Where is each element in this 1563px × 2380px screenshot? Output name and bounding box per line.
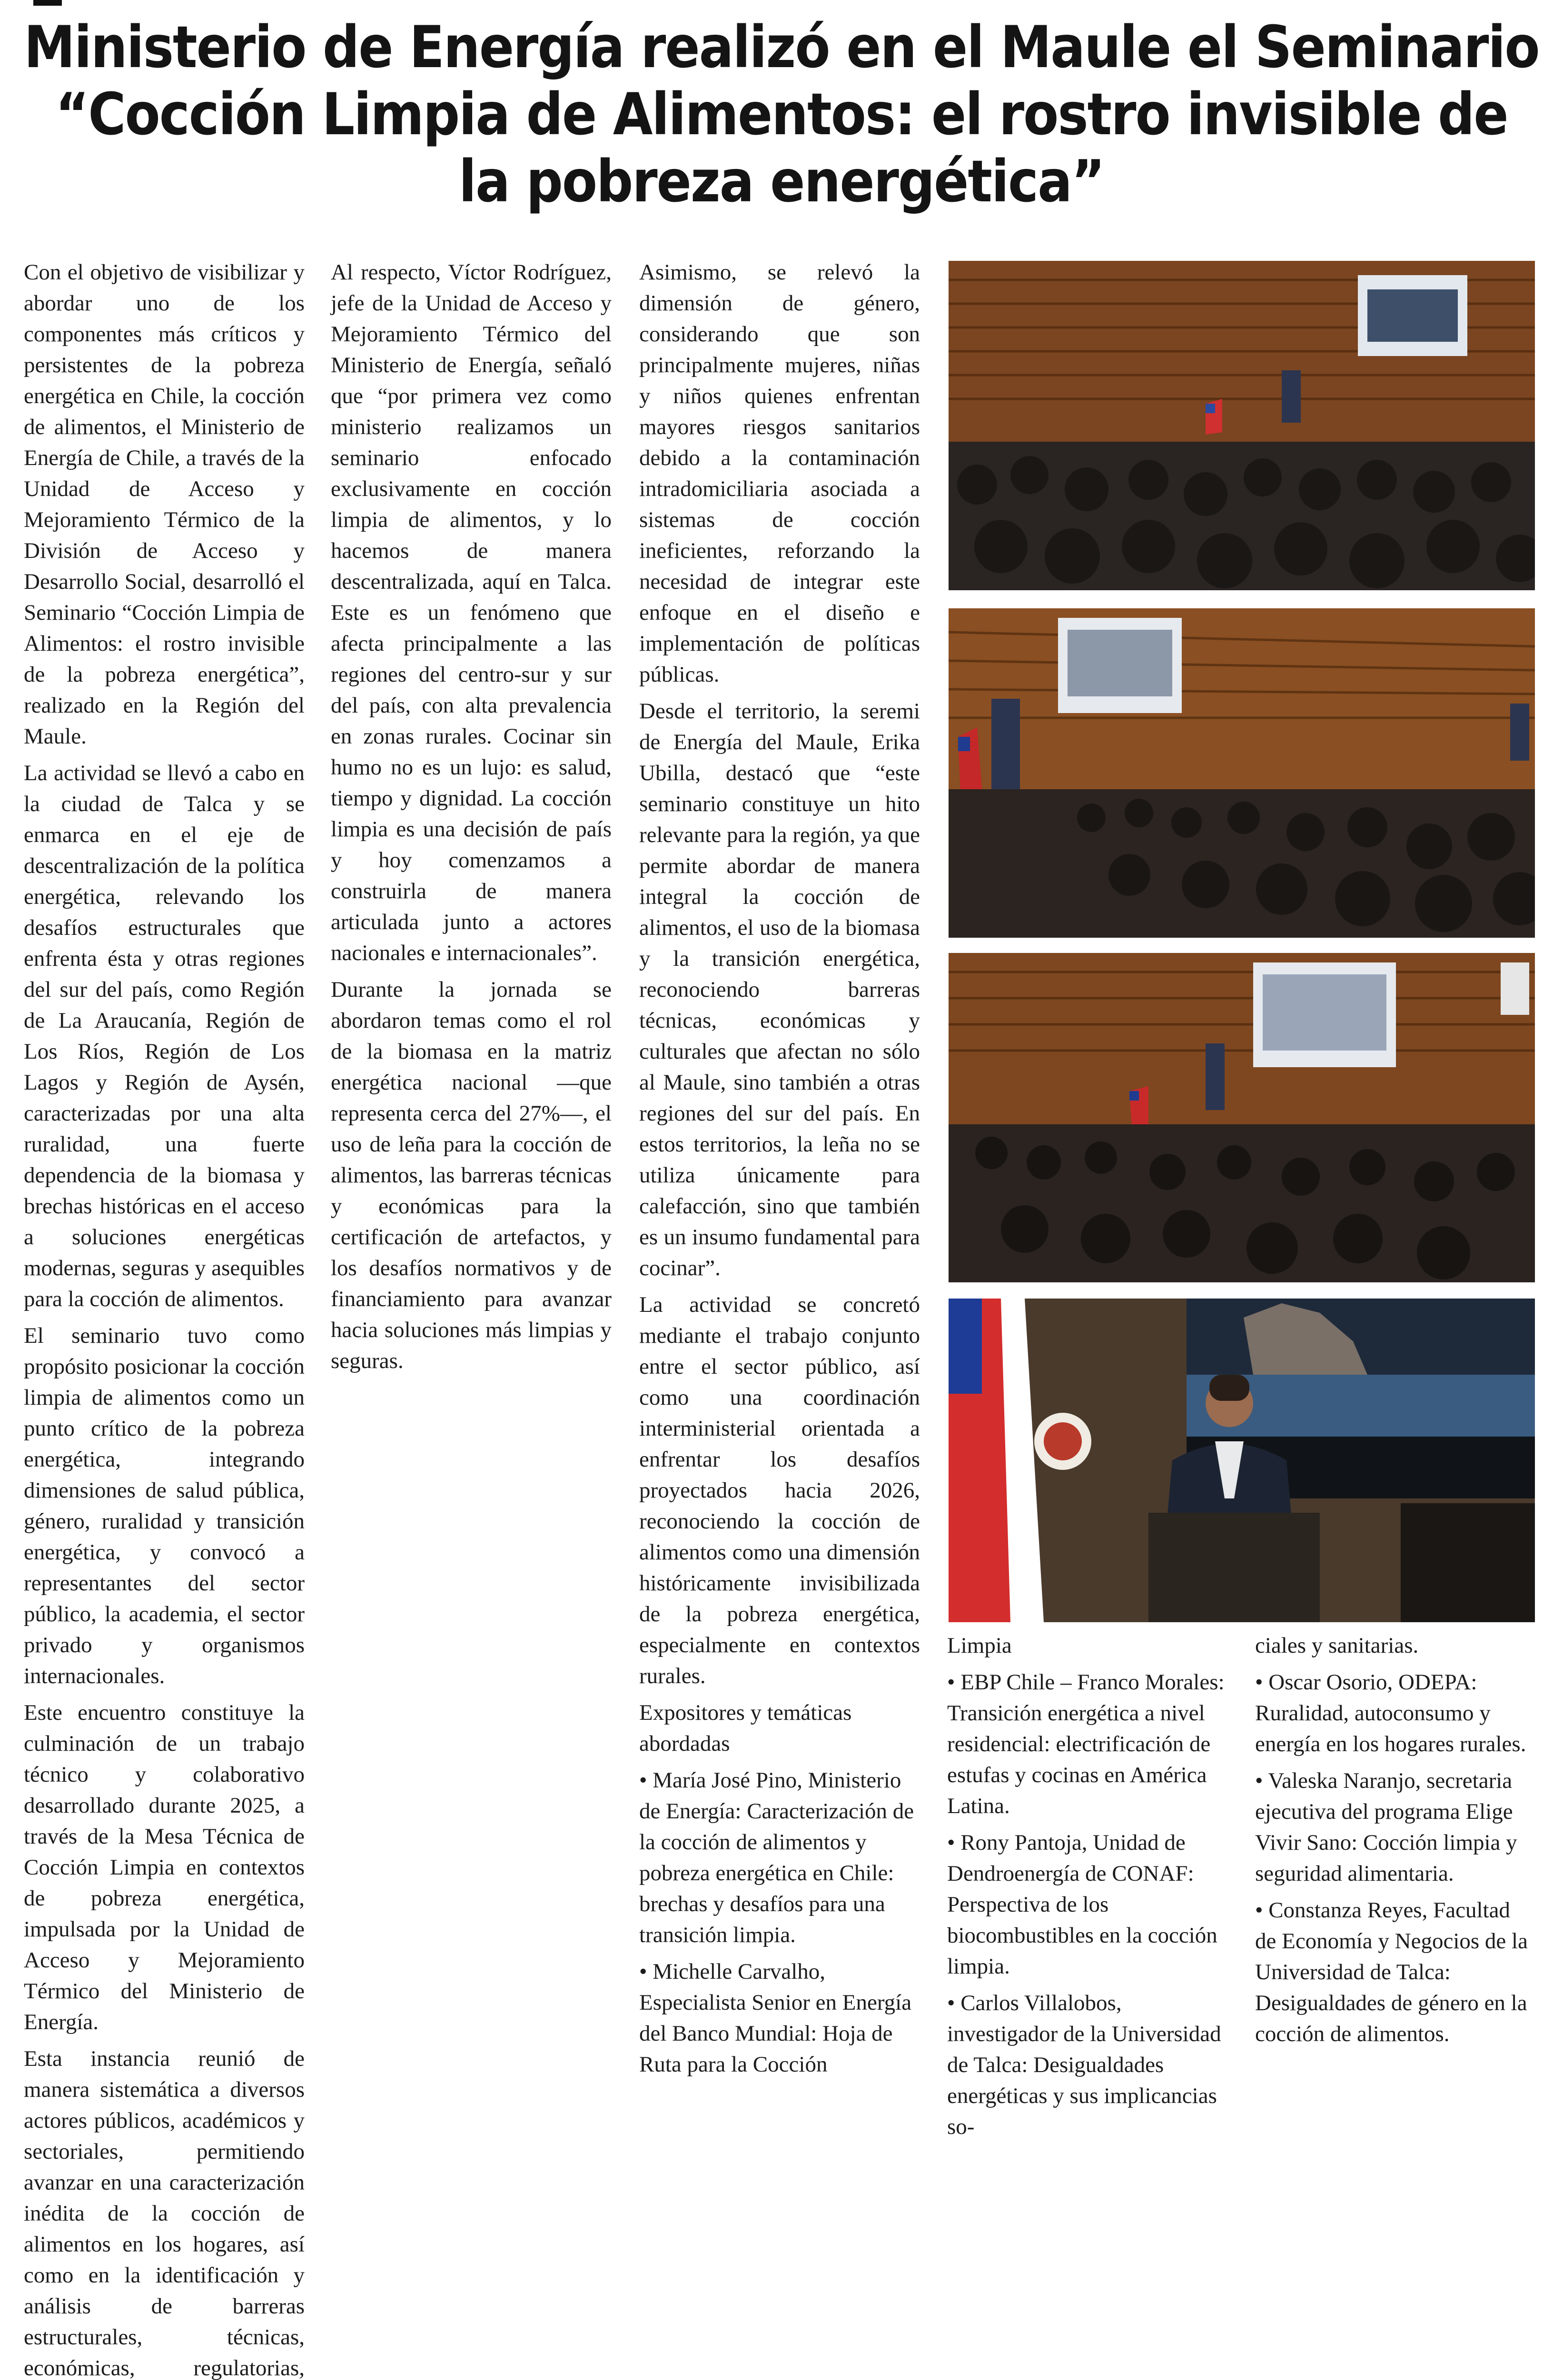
paragraph-rodriguez: Al respecto, Víctor Rodríguez, jefe de la Unidad de Acceso y Mejoramiento Térmico del Ministerio de Energía, señaló que “por primera vez como ministerio realizamos un seminario enfocado exclusivamente en cocción limpia de alimentos, y lo hacemos de manera descentralizada, aquí en Talca. Este es un fenómeno que afecta principalmente a las regiones del centro-sur y sur del país, con alta prevalencia en zonas rurales. Cocinar sin humo no es un lujo: es salud, tiempo y dignidad. La cocción limpia es una decisión de país y hoy comenzamos a construirla de manera articulada junto a actores nacionales e internacionales”. <box>331 260 612 965</box>
article-column-2 <box>331 257 612 1382</box>
paragraph-intro: Con el objetivo de visibilizar y abordar uno de los componentes más críticos y persistentes de la pobreza energética en Chile, la cocción de alimentos, el Ministerio de Energía de Chile, a través de la Unidad de Acceso y Mejoramiento Térmico de la División de Acceso y Desarrollo Social, desarrolló el Seminario “Cocción Limpia de Alimentos: el rostro invisible de la pobreza energética”, realizado en la Región del Maule. <box>24 260 305 749</box>
expositor-item-continued: Limpia <box>947 1633 1012 1658</box>
headline-line-3: la pobreza energética” <box>459 149 1104 216</box>
paragraph-actividad: La actividad se concretó mediante el trabajo conjunto entre el sector público, así como una coordinación interministerial orientada a enfrentar los desafíos proyectados hacia 2026, reconociendo la cocción de alimentos como una dimensión históricamente invisibilizada de la pobreza energética, especialmente en contextos rurales. <box>639 1292 920 1688</box>
paragraph-talca: La actividad se llevó a cabo en la ciudad de Talca y se enmarca en el eje de descentralización de la política energética, relevando los desafíos estructurales que enfrenta ésta y otras regiones del sur del país, como Región de La Araucanía, Región de Los Ríos, Región de Los Lagos y Región de Aysén, caracterizadas por una alta ruralidad, una fuerte dependencia de la biomasa y brechas históricas en el acceso a soluciones energéticas modernas, seguras y asequibles para la cocción de alimentos. <box>24 761 305 1311</box>
expositor-item: • EBP Chile – Franco Morales: Transición energética a nivel residencial: electrificación de estufas y cocinas en América Latina. <box>947 1670 1225 1818</box>
paragraph-jornada: Durante la jornada se abordaron temas como el rol de la biomasa en la matriz energética nacional —que representa cerca del 27%—, el uso de leña para la cocción de alimentos, las barreras técnicas y económicas para la certificación de artefactos, y los desafíos normativos y de financiamiento para avanzar hacia soluciones más limpias y seguras. <box>331 977 612 1373</box>
paragraph-ubilla: Desde el territorio, la seremi de Energía del Maule, Erika Ubilla, destacó que “este seminario constituye un hito relevante para la región, ya que permite abordar de manera integral la cocción de alimentos, el uso de la biomasa y la transición energética, reconociendo barreras técnicas, económicas y culturales que afectan no sólo al Maule, sino también a otras regiones del sur del país. En estos territorios, la leña no se utiliza únicamente para calefacción, sino que también es un insumo fundamental para cocinar”. <box>639 699 920 1280</box>
headline <box>19 14 1544 216</box>
article-column-4 <box>947 1630 1228 2148</box>
expositor-item: • Valeska Naranjo, secretaria ejecutiva del programa Elige Vivir Sano: Cocción limpia y seguridad alimentaria. <box>1255 1768 1517 1886</box>
headline-line-2: “Cocción Limpia de Alimentos: el rostro invisible de <box>55 81 1508 149</box>
expositores-heading: Expositores y temáticas abordadas <box>639 1700 852 1756</box>
photo-audience-side <box>949 608 1535 938</box>
paragraph-instancia: Esta instancia reunió de manera sistemática a diversos actores públicos, académicos y sectoriales, permitiendo avanzar en una caracterización inédita de la cocción de alimentos en los hogares, así como en la identificación y análisis de barreras estructurales, técnicas, económicas, regulatorias, <box>24 2046 305 2380</box>
article-column-1 <box>24 257 305 2380</box>
photo-auditorium-wide <box>949 261 1535 590</box>
article-column-5 <box>1255 1630 1536 2055</box>
expositor-item: • Rony Pantoja, Unidad de Dendroenergía de CONAF: Perspectiva de los biocombustibles en la cocción limpia. <box>947 1830 1217 1979</box>
photo-audience-back <box>949 953 1535 1282</box>
expositor-item: • María José Pino, Ministerio de Energía: Caracterización de la cocción de alimentos y pobreza energética en Chile: brechas y desafíos para una transición limpia. <box>639 1768 914 1947</box>
expositor-item: • Michelle Carvalho, Especialista Senior en Energía del Banco Mundial: Hoja de Ruta para la Cocción <box>639 1959 912 2077</box>
headline-line-1: Ministerio de Energía realizó en el Maule el Seminario <box>24 14 1539 81</box>
photo-speaker-podium <box>949 1299 1535 1622</box>
corner-mark <box>33 0 62 6</box>
article-column-3 <box>639 257 920 2104</box>
paragraph-proposito: El seminario tuvo como propósito posicionar la cocción limpia de alimentos como un punto crítico de la pobreza energética, integrando dimensiones de salud pública, género, ruralidad y transición energética, y convocó a representantes del sector público, la academia, el sector privado y organismos internacionales. <box>24 1323 305 1688</box>
paragraph-mesa-tecnica: Este encuentro constituye la culminación de un trabajo técnico y colaborativo desarrollado durante 2025, a través de la Mesa Técnica de Cocción Limpia en contextos de pobreza energética, impulsada por la Unidad de Acceso y Mejoramiento Térmico del Ministerio de Energía. <box>24 1700 305 2034</box>
expositor-item: • Constanza Reyes, Facultad de Economía y Negocios de la Universidad de Talca: Desigualdades de género en la cocción de alimentos. <box>1255 1898 1528 2046</box>
paragraph-genero: Asimismo, se relevó la dimensión de género, considerando que son principalmente mujeres, niñas y niños quienes enfrentan mayores riesgos sanitarios debido a la contaminación intradomiciliaria asociada a sistemas de cocción ineficientes, reforzando la necesidad de integrar este enfoque en el diseño e implementación de políticas públicas. <box>639 260 920 687</box>
expositor-item: • Carlos Villalobos, investigador de la Universidad de Talca: Desigualdades energéticas y sus implicancias so- <box>947 1991 1221 2139</box>
expositor-item-continued: ciales y sanitarias. <box>1255 1633 1419 1658</box>
expositor-item: • Oscar Osorio, ODEPA: Ruralidad, autoconsumo y energía en los hogares rurales. <box>1255 1670 1526 1756</box>
